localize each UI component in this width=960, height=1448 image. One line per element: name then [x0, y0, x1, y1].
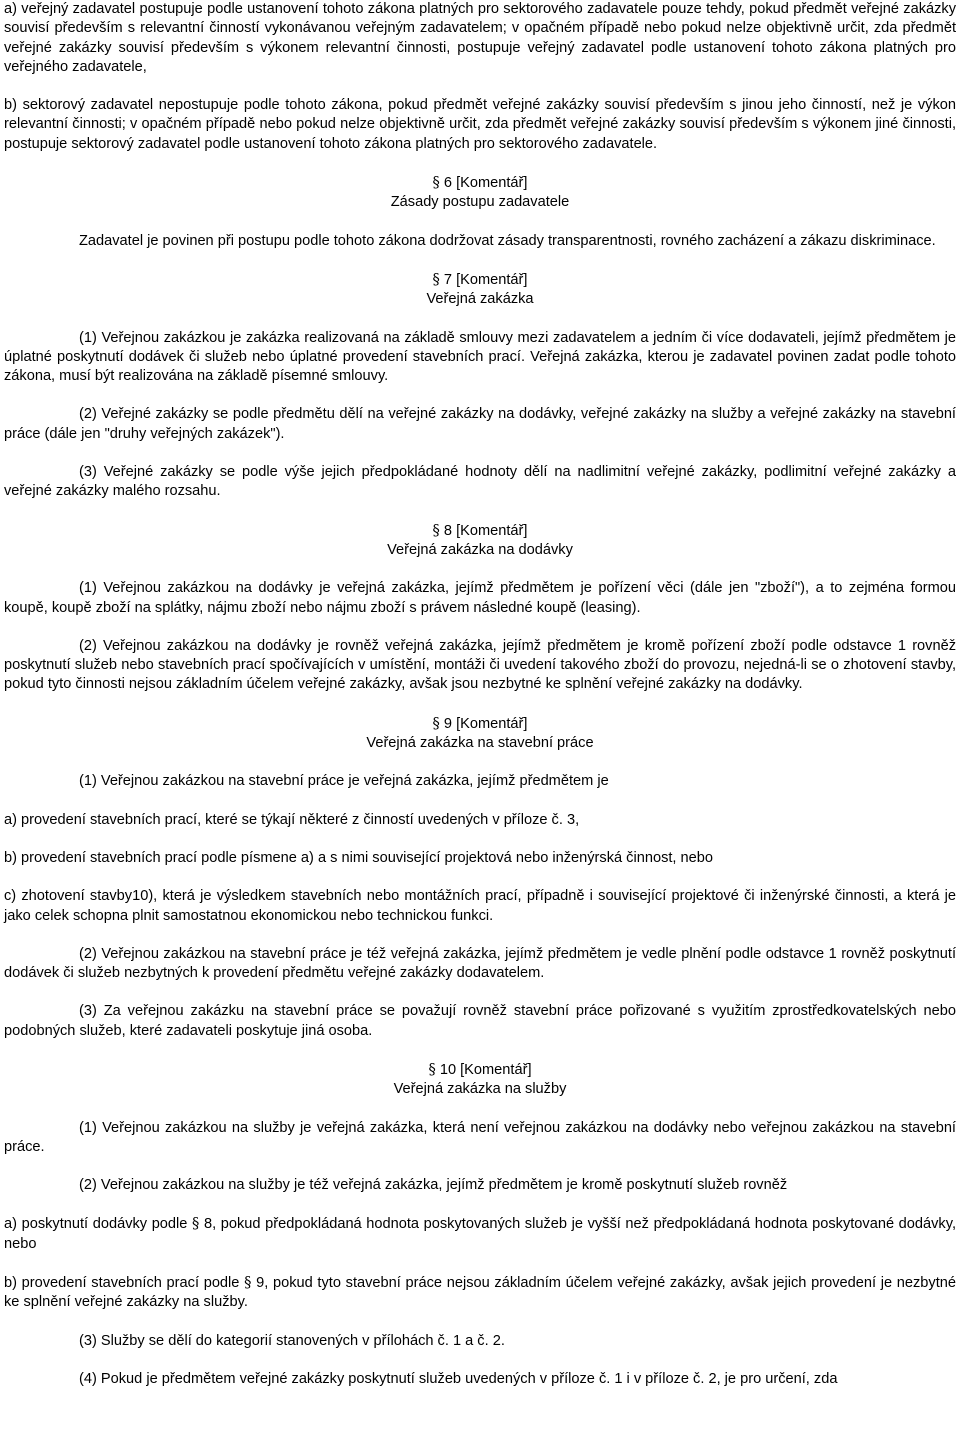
section-9-paragraph-2: (2) Veřejnou zakázkou na stavební práce je též veřejná zakázka, jejímž předmětem je vedle plnění podle odstavce 1 rovněž poskytnutí dodávek či služeb nezbytných k provedení předmětu veřejné zakázky dodavatelem. [4, 945, 956, 982]
section-9-comment-link[interactable]: [Komentář] [456, 715, 528, 732]
section-7-title: Veřejná zakázka [426, 291, 534, 308]
section-6-number: 6 [443, 175, 453, 192]
section-9-title: Veřejná zakázka na stavební práce [366, 735, 594, 752]
section-10-paragraph-1: (1) Veřejnou zakázkou na služby je veřejná zakázka, která není veřejnou zakázkou na dodávky nebo veřejnou zakázkou na stavební práce. [4, 1119, 956, 1155]
intro-paragraph-b: b) sektorový zadavatel nepostupuje podle tohoto zákona, pokud předmět veřejné zakázky souvisí především s jinou jeho činností, než je výkon relevantní činnosti; v opačném případě nebo pokud nelze objektivně určit, zda předmět veřejné zakázky souvisí především s výkonem jiné činnosti, postupuje sektorový zadavatel podle ustanovení tohoto zákona platných pro sektorového zadavatele. [4, 97, 956, 152]
section-6-title: Zásady postupu zadavatele [390, 194, 570, 211]
section-9-item-c: c) zhotovení stavby10), která je výsledkem stavebních nebo montážních prací, případně i související projektové či inženýrské činnosti, a která je jako celek schopna plnit samostatnou ekonomickou nebo technickou funkci. [4, 888, 956, 924]
section-9-item-a: a) provedení stavebních prací, které se týkají některé z činností uvedených v příloze č. 3, [4, 811, 580, 828]
section-7-heading [4, 270, 956, 310]
section-7-number: 7 [443, 271, 453, 288]
section-7-paragraph-1: (1) Veřejnou zakázkou je zakázka realizovaná na základě smlouvy mezi zadavatelem a jedním či více dodavateli, jejímž předmětem je úplatné poskytnutí dodávek či služeb nebo úplatné provedení stavebních prací. Veřejná zakázka, kterou je zadavatel povinen zadat podle tohoto zákona, musí být realizována na základě písemné smlouvy. [4, 329, 956, 385]
section-9-heading [4, 714, 956, 754]
paragraph-sign: § [428, 1060, 436, 1078]
section-7-paragraph-3: (3) Veřejné zakázky se podle výše jejich předpokládané hodnoty dělí na nadlimitní veřejné zakázky, podlimitní veřejné zakázky a veřejné zakázky malého rozsahu. [4, 464, 956, 500]
section-9-paragraph-3: (3) Za veřejnou zakázku na stavební práce se považují rovněž stavební práce pořizované s využitím zprostředkovatelských nebo podobných služeb, které zadavateli poskytuje jiná osoba. [4, 1003, 956, 1039]
section-10-item-b-rest: 9, pokud tyto stavební práce nejsou základním účelem veřejné zakázky, avšak jejich provedení je nezbytné ke splnění veřejné zakázky na služby. [4, 1275, 956, 1311]
paragraph-sign: § [432, 174, 440, 192]
paragraph-sign: § [432, 521, 440, 539]
section-10-item-a-rest: 8, pokud předpokládaná hodnota poskytovaných služeb je vyšší než předpokládaná hodnota poskytované dodávky, nebo [4, 1216, 956, 1252]
paragraph-sign: § [432, 270, 440, 288]
section-8-paragraph-2: (2) Veřejnou zakázkou na dodávky je rovněž veřejná zakázka, jejímž předmětem je kromě pořízení zboží podle odstavce 1 rovněž poskytnutí služeb nebo stavebních prací spočívajících v umístění, montáži či uvedení takového zboží do provozu, nejedná-li se o zhotovení stavby, pokud tyto činnosti nejsou základním účelem veřejné zakázky, avšak jsou nezbytné ke splnění veřejné zakázky na dodávky. [4, 637, 956, 693]
section-7-paragraph-2: (2) Veřejné zakázky se podle předmětu dělí na veřejné zakázky na dodávky, veřejné zakázky na služby a veřejné zakázky na stavební práce (dále jen "druhy veřejných zakázek"). [4, 406, 956, 442]
section-10-item-b-lead: b) provedení stavebních prací podle [4, 1275, 240, 1292]
paragraph-sign: § [192, 1215, 200, 1233]
section-10-paragraph-4: (4) Pokud je předmětem veřejné zakázky poskytnutí služeb uvedených v příloze č. 1 i v příloze č. 2, je pro určení, zda [79, 1370, 838, 1387]
section-6-comment-link[interactable]: [Komentář] [456, 175, 528, 192]
intro-paragraph-a: a) veřejný zadavatel postupuje podle ustanovení tohoto zákona platných pro sektorového zadavatele pouze tehdy, pokud předmět veřejné zakázky souvisí především s relevantní činností vykonávanou veřejným zadavatelem; v opačném případě nebo pokud nelze objektivně určit, zda předmět veřejné zakázky souvisí především s výkonem relevantní činnosti, postupuje veřejný zadavatel podle ustanovení tohoto zákona platných pro veřejného zadavatele, [4, 1, 956, 75]
section-8-comment-link[interactable]: [Komentář] [456, 522, 528, 539]
section-9-paragraph-1: (1) Veřejnou zakázkou na stavební práce je veřejná zakázka, jejímž předmětem je [79, 773, 609, 790]
section-9-number: 9 [443, 715, 453, 732]
section-8-heading [4, 521, 956, 561]
section-10-paragraph-2: (2) Veřejnou zakázkou na služby je též veřejná zakázka, jejímž předmětem je kromě poskytnutí služeb rovněž [79, 1177, 788, 1194]
section-6-paragraph-1: Zadavatel je povinen při postupu podle tohoto zákona dodržovat zásady transparentnosti, rovného zacházení a zákazu diskriminace. [79, 232, 936, 249]
section-10-item-a [4, 1214, 956, 1254]
paragraph-sign: § [244, 1274, 252, 1292]
paragraph-sign: § [432, 714, 440, 732]
section-8-title: Veřejná zakázka na dodávky [387, 541, 573, 558]
section-9-item-b: b) provedení stavebních prací podle písmene a) a s nimi související projektová nebo inženýrská činnost, nebo [4, 849, 714, 866]
section-10-comment-link[interactable]: [Komentář] [460, 1061, 532, 1078]
section-7-comment-link[interactable]: [Komentář] [456, 271, 528, 288]
section-10-number: 10 [439, 1061, 457, 1078]
section-10-heading [4, 1060, 956, 1100]
section-10-title: Veřejná zakázka na služby [393, 1081, 567, 1098]
section-8-paragraph-1: (1) Veřejnou zakázkou na dodávky je veřejná zakázka, jejímž předmětem je pořízení věci (dále jen "zboží"), a to zejména formou koupě, koupě zboží na splátky, nájmu zboží nebo nájmu zboží s právem následné koupě (leasing). [4, 580, 956, 616]
section-8-number: 8 [443, 522, 453, 539]
document-page [4, 0, 956, 1408]
section-10-item-b [4, 1273, 956, 1313]
section-10-item-a-lead: a) poskytnutí dodávky podle [4, 1216, 188, 1233]
section-6-heading [4, 173, 956, 213]
section-10-paragraph-3: (3) Služby se dělí do kategorií stanovených v přílohách č. 1 a č. 2. [79, 1332, 505, 1349]
